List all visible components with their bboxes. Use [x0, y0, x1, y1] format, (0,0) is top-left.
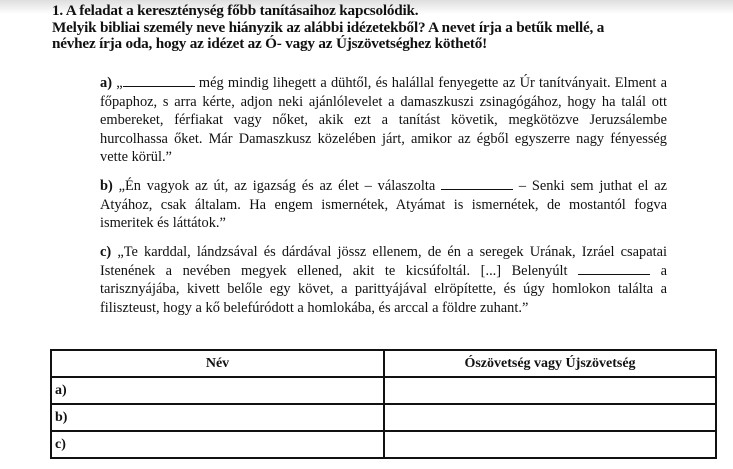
table-row	[51, 431, 716, 458]
quote-text-before: „	[116, 75, 123, 91]
table-row	[51, 404, 716, 431]
quote-letter: a)	[100, 75, 112, 91]
table-row	[51, 377, 716, 404]
name-cell-b[interactable]: b)	[51, 404, 384, 431]
testament-cell-b[interactable]	[384, 404, 716, 431]
quote-text-before: „Én vagyok az út, az igazság és az élet – válaszolta	[112, 178, 442, 194]
quote-b	[100, 177, 667, 233]
quote-c	[100, 243, 667, 317]
testament-cell-c[interactable]	[384, 431, 716, 458]
answer-table	[50, 349, 717, 459]
quote-a	[100, 74, 667, 167]
quote-letter: c)	[100, 244, 112, 260]
task-instruction-line-2: névhez írja oda, hogy az idézet az Ó- vagy az Újszövetséghez köthető!	[52, 35, 487, 52]
task-heading	[52, 3, 722, 53]
name-cell-c[interactable]: c)	[51, 431, 384, 458]
quote-text-after: a tarisznyájába, kivett belőle egy követ, a parittyájával elröpítette, és úgy homlokon találta a filiszteust, hogy a kő belefúródott a homlokába, és arccal a földre zuhant.”	[100, 262, 667, 316]
name-cell-a[interactable]: a)	[51, 377, 384, 404]
table-header-row	[51, 350, 716, 377]
quote-text-after: – Senki sem juthat el az Atyához, csak általam. Ha engem ismernétek, Atyámat is ismernétek, de mostantól fogva ismeritek és láttátok.”	[100, 178, 667, 232]
quote-text-before: „Te karddal, lándzsával és dárdával jössz ellenem, de én a seregek Urának, Izráel csapatai Istenének a nevében megyek ellened, akit te kicsúfoltál. [...] Belenyúlt	[100, 244, 667, 279]
answer-blank[interactable]	[578, 263, 650, 275]
quote-text-after: még mindig lihegett a dühtől, és halállal fenyegette az Úr tanítványait. Elment a főpaphoz, s arra kérte, adjon neki ajánlólevelet a damaszkuszi zsinagógához, hogy ha talál ott embereket, férfiakat vagy nőket, akik ezt a tanítást követik, megkötözve Jeruzsálembe hurcolhassa őket. Már Damaszkusz közelében járt, amikor az égből egyszerre nagy fényesség vette körül.”	[100, 75, 667, 166]
answer-blank[interactable]	[123, 75, 195, 87]
task-instruction-line-1: Melyik bibliai személy neve hiányzik az alábbi idézetekből? A nevet írja a betűk mellé, a	[52, 18, 605, 36]
task-title: 1. A feladat a kereszténység főbb tanításaihoz kapcsolódik.	[52, 2, 419, 19]
testament-cell-a[interactable]	[384, 377, 716, 404]
header-name: Név	[51, 350, 384, 377]
quote-letter: b)	[100, 178, 113, 194]
answer-blank[interactable]	[441, 178, 513, 190]
header-testament: Ószövetség vagy Újszövetség	[384, 350, 716, 377]
